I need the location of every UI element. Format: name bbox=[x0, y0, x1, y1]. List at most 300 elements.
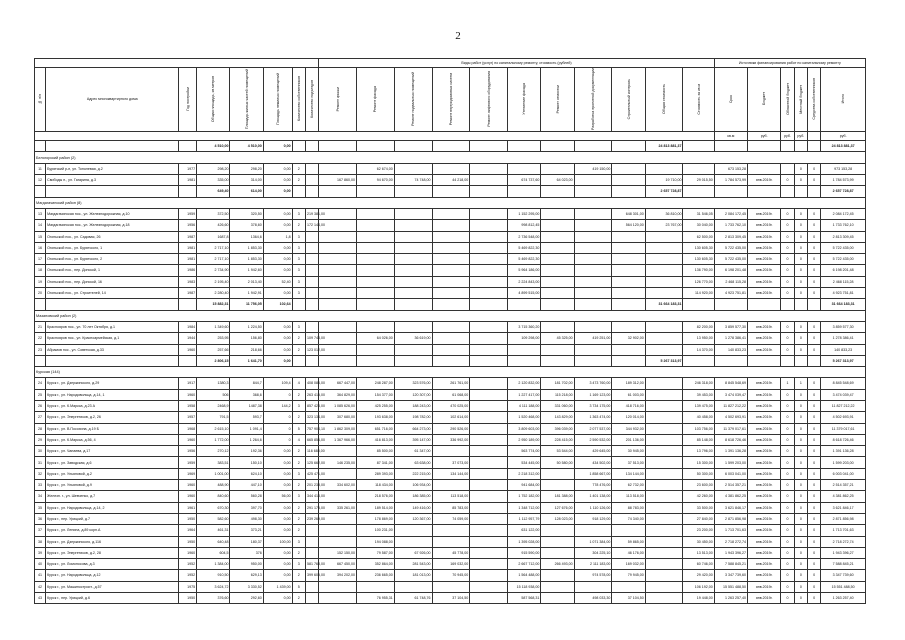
table-cell: 85 148,00 bbox=[683, 434, 714, 445]
table-cell: 631 122,00 bbox=[508, 525, 541, 536]
table-cell: 194 088,00 bbox=[357, 536, 395, 547]
table-cell: 2 657 728,87 bbox=[645, 186, 683, 197]
table-cell: 263 415,00 bbox=[305, 389, 318, 400]
address-cell: Курск г., пер. Урицкий, д.6 bbox=[46, 593, 179, 604]
address-cell: Магдагачинская пос., ул. Железнодорожная, д.10 bbox=[46, 208, 179, 219]
table-cell bbox=[357, 299, 395, 310]
table-cell: 368,6 bbox=[230, 389, 263, 400]
table-cell: 2 717,10 bbox=[197, 254, 230, 265]
table-cell: 581 768,00 bbox=[305, 559, 318, 570]
table-cell bbox=[432, 242, 470, 253]
table-row bbox=[35, 536, 866, 547]
table-cell bbox=[748, 186, 781, 197]
table-cell bbox=[541, 468, 574, 479]
table-cell: 136 790,00 bbox=[683, 265, 714, 276]
table-cell bbox=[470, 299, 508, 310]
table-cell: 1 263 257,40 bbox=[714, 593, 747, 604]
column-header bbox=[319, 68, 357, 132]
table-cell: 0 bbox=[808, 491, 821, 502]
table-row bbox=[35, 344, 866, 355]
table-cell: 29 015,50 bbox=[683, 175, 714, 186]
table-cell bbox=[470, 355, 508, 366]
column-header-label: Областной бюджет bbox=[785, 83, 790, 115]
table-cell: 0 bbox=[794, 276, 807, 287]
table-cell: 50 300,00 bbox=[683, 468, 714, 479]
subtotal-row bbox=[35, 299, 866, 310]
table-cell: 2 218 312,00 bbox=[508, 468, 541, 479]
table-cell: 3 bbox=[292, 468, 305, 479]
table-cell: 2 590 532,00 bbox=[574, 434, 612, 445]
table-cell bbox=[645, 389, 683, 400]
table-cell: 0,00 bbox=[263, 525, 292, 536]
table-cell bbox=[357, 344, 395, 355]
table-cell: янв.2019г. bbox=[748, 434, 781, 445]
section-row bbox=[35, 310, 866, 321]
table-cell: 24 813 881,37 bbox=[645, 141, 683, 152]
table-cell: 429 645,00 bbox=[574, 446, 612, 457]
table-cell: 915 590,00 bbox=[508, 547, 541, 558]
table-cell bbox=[432, 276, 470, 287]
table-cell: 0 bbox=[808, 570, 821, 581]
table-cell: 2 468 115,28 bbox=[821, 276, 866, 287]
table-cell: 76 955,31 bbox=[357, 593, 395, 604]
table-cell bbox=[470, 378, 508, 389]
table-cell: 12 bbox=[35, 175, 46, 186]
table-cell bbox=[470, 208, 508, 219]
table-cell bbox=[645, 446, 683, 457]
table-cell: 1958 bbox=[179, 400, 197, 411]
table-cell: 344 932,00 bbox=[612, 423, 645, 434]
table-cell: 447,10 bbox=[230, 480, 263, 491]
table-cell bbox=[781, 299, 794, 310]
table-cell: 56,00 bbox=[263, 491, 292, 502]
table-cell: 323 576,00 bbox=[394, 378, 432, 389]
column-header bbox=[197, 68, 230, 132]
table-cell bbox=[645, 581, 683, 592]
table-cell: 3 624,72 bbox=[197, 581, 230, 592]
table-cell bbox=[541, 254, 574, 265]
table-cell bbox=[645, 412, 683, 423]
table-cell: 37 bbox=[35, 525, 46, 536]
table-cell: 1364,6 bbox=[230, 231, 263, 242]
table-cell: 201 238,00 bbox=[305, 480, 318, 491]
table-cell bbox=[574, 208, 612, 219]
table-cell bbox=[541, 536, 574, 547]
table-cell: 0 bbox=[781, 491, 794, 502]
column-header-label: Ремонт подвальных помещений bbox=[411, 72, 416, 126]
table-cell: 62 500,00 bbox=[683, 231, 714, 242]
table-row bbox=[35, 378, 866, 389]
table-cell bbox=[394, 265, 432, 276]
column-header bbox=[432, 68, 470, 132]
table-cell: 670,30 bbox=[197, 502, 230, 513]
table-cell bbox=[574, 254, 612, 265]
table-cell bbox=[794, 299, 807, 310]
table-cell: 0 bbox=[794, 163, 807, 174]
table-cell bbox=[179, 299, 197, 310]
table-cell: 15 118 938,00 bbox=[508, 581, 541, 592]
column-header bbox=[305, 68, 318, 132]
table-cell: 1 853,30 bbox=[230, 254, 263, 265]
table-cell: 2 280,40 bbox=[197, 288, 230, 299]
table-cell: 0 bbox=[808, 344, 821, 355]
table-cell: 11 827 212,22 bbox=[714, 400, 747, 411]
table-cell bbox=[541, 242, 574, 253]
table-cell: 840,60 bbox=[197, 491, 230, 502]
table-cell: 1 152 295,00 bbox=[508, 208, 541, 219]
address-cell: Курск г., ул. В.Посохина, д.19 Б bbox=[46, 423, 179, 434]
table-cell bbox=[645, 434, 683, 445]
table-cell bbox=[470, 559, 508, 570]
table-cell bbox=[305, 276, 318, 287]
address-cell: Огоньской пос., ул. Бурятского, 2 bbox=[46, 254, 179, 265]
table-cell: 126 770,00 bbox=[683, 276, 714, 287]
table-cell: 364 829,00 bbox=[319, 389, 357, 400]
table-cell: 0 bbox=[808, 480, 821, 491]
table-cell: 4 510,00 bbox=[230, 141, 263, 152]
column-header bbox=[46, 68, 179, 132]
table-cell: 4 923 751,81 bbox=[821, 288, 866, 299]
table-cell: 6 198 201,48 bbox=[714, 265, 747, 276]
table-row bbox=[35, 163, 866, 174]
table-cell: янв.2019г. bbox=[748, 412, 781, 423]
table-cell: 281 543,00 bbox=[394, 559, 432, 570]
table-cell: 4 111 188,00 bbox=[508, 400, 541, 411]
table-cell bbox=[645, 254, 683, 265]
table-cell: 169 032,00 bbox=[612, 559, 645, 570]
address-cell: Курск г., ул. Энергетиков, д.2, 26 bbox=[46, 412, 179, 423]
table-cell: 239 269,00 bbox=[305, 513, 318, 524]
table-cell: 16 bbox=[35, 242, 46, 253]
table-cell: 19 448,00 bbox=[683, 593, 714, 604]
address-cell: Свободы п., ул. Гагарина, д.3 bbox=[46, 175, 179, 186]
table-cell: янв.2019г. bbox=[748, 480, 781, 491]
table-row bbox=[35, 276, 866, 287]
column-header-label: Итого bbox=[841, 94, 846, 104]
address-cell: Краснояров пос., ул. Красноармейская, д.1 bbox=[46, 333, 179, 344]
table-cell: 593,7 bbox=[230, 412, 263, 423]
table-cell: 1487,38 bbox=[230, 400, 263, 411]
table-cell: 2 871 856,98 bbox=[714, 513, 747, 524]
table-cell bbox=[470, 570, 508, 581]
table-cell: 85 500,00 bbox=[357, 446, 395, 457]
table-cell: 399 605,00 bbox=[305, 570, 318, 581]
table-cell: 2 468 115,28 bbox=[714, 276, 747, 287]
table-cell: 257,66 bbox=[197, 344, 230, 355]
table-cell: 1 599 203,00 bbox=[714, 457, 747, 468]
table-cell: 1987 bbox=[179, 288, 197, 299]
table-cell bbox=[574, 242, 612, 253]
table-cell: 189 312,00 bbox=[612, 378, 645, 389]
address-cell: Курск г., ул. Дзержинского, д.116 bbox=[46, 536, 179, 547]
table-cell: 1 278 386,41 bbox=[714, 333, 747, 344]
table-cell: 0,00 bbox=[263, 480, 292, 491]
table-cell: 79 945,00 bbox=[612, 570, 645, 581]
table-cell bbox=[470, 581, 508, 592]
table-cell: 7 588 845,21 bbox=[714, 559, 747, 570]
table-cell: 1 564 488,00 bbox=[508, 570, 541, 581]
table-cell bbox=[305, 321, 318, 332]
page-number: 2 bbox=[455, 30, 461, 42]
address-cell: Краснояров пос., ул. 70 лет Октября, д.1 bbox=[46, 321, 179, 332]
table-cell: янв.2019г. bbox=[748, 423, 781, 434]
table-cell bbox=[357, 321, 395, 332]
table-cell: 18 bbox=[35, 265, 46, 276]
table-cell: 140 833,23 bbox=[821, 344, 866, 355]
table-cell: 120 307,00 bbox=[394, 389, 432, 400]
table-cell: 125 662,00 bbox=[305, 457, 318, 468]
table-cell: 0 bbox=[808, 593, 821, 604]
address-cell: Огоньской пос., пер. Донской, 16 bbox=[46, 276, 179, 287]
section-label: Курская (144) bbox=[35, 367, 866, 378]
table-cell bbox=[541, 593, 574, 604]
table-cell: 0 bbox=[808, 400, 821, 411]
table-cell: 2 bbox=[292, 412, 305, 423]
subtotal-row bbox=[35, 141, 866, 152]
unit-rub-3: руб. bbox=[794, 132, 807, 141]
table-cell bbox=[470, 457, 508, 468]
table-row bbox=[35, 581, 866, 592]
table-cell: 11 827 212,22 bbox=[821, 400, 866, 411]
table-cell: 1956 bbox=[179, 446, 197, 457]
table-cell bbox=[319, 525, 357, 536]
table-cell: 120 014,00 bbox=[612, 412, 645, 423]
table-cell bbox=[612, 265, 645, 276]
table-cell: 563 774,00 bbox=[508, 446, 541, 457]
table-cell: 13 950,00 bbox=[683, 333, 714, 344]
table-cell: 13 513,00 bbox=[683, 547, 714, 558]
table-cell bbox=[541, 525, 574, 536]
table-cell: 228 415,00 bbox=[541, 434, 574, 445]
table-cell: 74 748,00 bbox=[394, 175, 432, 186]
table-cell: 2 736 548,00 bbox=[508, 231, 541, 242]
table-cell: 564 120,00 bbox=[612, 220, 645, 231]
address-cell: Железн. г., ул. Шевченко, д.7 bbox=[46, 491, 179, 502]
table-cell: 150,10 bbox=[230, 457, 263, 468]
table-cell: 0 bbox=[808, 378, 821, 389]
table-cell: 36 bbox=[35, 513, 46, 524]
table-cell: 0 bbox=[808, 242, 821, 253]
table-cell bbox=[574, 581, 612, 592]
table-cell bbox=[394, 254, 432, 265]
table-cell bbox=[645, 231, 683, 242]
table-cell: 0 bbox=[794, 231, 807, 242]
table-cell: 24 bbox=[35, 378, 46, 389]
table-cell: 149 416,00 bbox=[394, 502, 432, 513]
table-cell bbox=[292, 141, 305, 152]
table-cell bbox=[432, 220, 470, 231]
table-row bbox=[35, 513, 866, 524]
table-cell: 560,28 bbox=[230, 491, 263, 502]
table-cell: 0 bbox=[794, 412, 807, 423]
table-cell: 0 bbox=[794, 536, 807, 547]
table-cell: 651 716,00 bbox=[357, 423, 395, 434]
table-cell: 488,90 bbox=[197, 480, 230, 491]
table-cell: 2 657 728,87 bbox=[821, 186, 866, 197]
table-cell: 1 085 626,00 bbox=[319, 400, 357, 411]
table-cell: 1687,8 bbox=[197, 231, 230, 242]
table-cell bbox=[541, 220, 574, 231]
table-cell: 673 153,28 bbox=[714, 163, 747, 174]
table-cell bbox=[645, 265, 683, 276]
table-cell: 11 756,05 bbox=[230, 299, 263, 310]
table-cell: 1944 bbox=[179, 333, 197, 344]
table-cell: 298,20 bbox=[197, 163, 230, 174]
table-cell: 2 bbox=[292, 502, 305, 513]
table-cell bbox=[432, 254, 470, 265]
table-cell bbox=[683, 141, 714, 152]
table-cell: 1 713 701,63 bbox=[714, 525, 747, 536]
table-cell: 0 bbox=[781, 525, 794, 536]
table-cell: 188 243,00 bbox=[394, 400, 432, 411]
table-cell bbox=[319, 593, 357, 604]
table-cell: 0 bbox=[781, 480, 794, 491]
table-cell: 1 bbox=[781, 378, 794, 389]
table-cell: 0 bbox=[808, 525, 821, 536]
table-cell: 0,00 bbox=[263, 333, 292, 344]
table-cell: 15 551 488,50 bbox=[821, 581, 866, 592]
table-cell: 106 192,00 bbox=[683, 581, 714, 592]
table-cell: 74 059,00 bbox=[432, 513, 470, 524]
table-cell: 3 347 739,60 bbox=[821, 570, 866, 581]
table-cell: 0,00 bbox=[263, 513, 292, 524]
table-cell: 0 bbox=[794, 570, 807, 581]
table-cell: 45 778,00 bbox=[432, 547, 470, 558]
table-cell: 587 568,31 bbox=[508, 593, 541, 604]
table-cell bbox=[612, 175, 645, 186]
table-cell: 0 bbox=[808, 547, 821, 558]
table-cell: 15 882,31 bbox=[197, 299, 230, 310]
table-row bbox=[35, 175, 866, 186]
table-cell: 0 bbox=[794, 400, 807, 411]
table-cell bbox=[541, 581, 574, 592]
column-header-label: Ремонт лифтового оборудования bbox=[486, 71, 491, 127]
table-cell: янв.2019г. bbox=[748, 265, 781, 276]
table-cell: 0 bbox=[808, 220, 821, 231]
column-header-label: Адрес многоквартирного дома bbox=[86, 97, 138, 102]
address-cell: Огоньской пос., ул. Бурятского, 1 bbox=[46, 242, 179, 253]
table-cell bbox=[781, 355, 794, 366]
table-cell: 0,00 bbox=[263, 457, 292, 468]
table-cell bbox=[319, 242, 357, 253]
column-header-label: Год постройки bbox=[185, 87, 190, 111]
table-cell bbox=[319, 355, 357, 366]
table-cell: 0 bbox=[794, 333, 807, 344]
table-cell: 109 298,00 bbox=[508, 333, 541, 344]
table-cell: 0 bbox=[781, 434, 794, 445]
table-cell: 2 514 357,21 bbox=[821, 480, 866, 491]
table-cell: 63 638,00 bbox=[394, 457, 432, 468]
table-cell: 0 bbox=[808, 446, 821, 457]
table-cell: 383,51 bbox=[197, 457, 230, 468]
table-row bbox=[35, 480, 866, 491]
column-header-label: Разработка проектной документации bbox=[591, 68, 596, 130]
table-cell: 2 224 843,00 bbox=[508, 276, 541, 287]
table-cell: 193 638,00 bbox=[357, 412, 395, 423]
table-cell bbox=[645, 513, 683, 524]
table-cell: 1950 bbox=[179, 593, 197, 604]
table-cell: 1950 bbox=[179, 513, 197, 524]
table-cell: 3 bbox=[292, 491, 305, 502]
address-cell bbox=[46, 141, 179, 152]
table-row bbox=[35, 570, 866, 581]
table-cell bbox=[394, 242, 432, 253]
table-row bbox=[35, 321, 866, 332]
table-cell: 62 732,00 bbox=[612, 480, 645, 491]
column-header bbox=[574, 68, 612, 132]
table-cell: 4 381 862,25 bbox=[714, 491, 747, 502]
column-header bbox=[541, 68, 574, 132]
table-cell: 2 bbox=[292, 480, 305, 491]
header-units-row bbox=[35, 132, 866, 141]
table-row bbox=[35, 547, 866, 558]
table-cell: 192,36 bbox=[230, 446, 263, 457]
table-cell: 857 423,00 bbox=[305, 400, 318, 411]
table-cell: 0 bbox=[781, 593, 794, 604]
table-cell: 2468,9 bbox=[197, 400, 230, 411]
column-header-label: № п/п bbox=[38, 94, 43, 104]
table-cell: 2 717,10 bbox=[197, 242, 230, 253]
table-cell: 26 bbox=[35, 400, 46, 411]
table-cell: 425 471,00 bbox=[305, 468, 318, 479]
table-cell: 0 bbox=[263, 389, 292, 400]
table-cell: 3 bbox=[292, 254, 305, 265]
table-cell: 189 514,00 bbox=[357, 502, 395, 513]
table-cell: 62 674,00 bbox=[357, 163, 395, 174]
table-cell bbox=[645, 570, 683, 581]
table-cell: 31 bbox=[35, 457, 46, 468]
table-cell bbox=[319, 163, 357, 174]
table-cell: 0,00 bbox=[263, 559, 292, 570]
table-cell: 0 bbox=[781, 208, 794, 219]
table-cell: 470 025,00 bbox=[432, 400, 470, 411]
table-cell: 1 091,4 bbox=[230, 423, 263, 434]
table-cell: 39 bbox=[35, 547, 46, 558]
table-cell: 40 458,00 bbox=[683, 412, 714, 423]
table-cell: 74 340,00 bbox=[612, 513, 645, 524]
address-cell: Курск г., ул. Дзержинского, д.29 bbox=[46, 378, 179, 389]
table-cell: 0 bbox=[781, 502, 794, 513]
table-cell: 290 526,00 bbox=[432, 423, 470, 434]
table-cell bbox=[357, 231, 395, 242]
table-cell bbox=[541, 231, 574, 242]
table-cell: янв.2019г. bbox=[748, 254, 781, 265]
table-cell: 0 bbox=[808, 208, 821, 219]
table-cell: 3 bbox=[292, 559, 305, 570]
table-cell: 3 bbox=[292, 265, 305, 276]
table-cell bbox=[432, 299, 470, 310]
table-cell: 5 bbox=[292, 423, 305, 434]
table-cell: 648 301,00 bbox=[612, 208, 645, 219]
table-cell: 0 bbox=[781, 457, 794, 468]
table-cell bbox=[394, 220, 432, 231]
table-cell: 118 434,00 bbox=[357, 480, 395, 491]
subtotal-row bbox=[35, 186, 866, 197]
table-cell bbox=[541, 547, 574, 558]
column-header bbox=[508, 68, 541, 132]
table-cell bbox=[432, 208, 470, 219]
table-cell: янв.2019г. bbox=[748, 513, 781, 524]
table-cell: 130 605,30 bbox=[683, 242, 714, 253]
table-cell bbox=[714, 141, 747, 152]
table-cell: 40 bbox=[35, 559, 46, 570]
address-cell: Курск г., ул. Народовольца, д.14, 2 bbox=[46, 502, 179, 513]
table-row bbox=[35, 457, 866, 468]
table-cell bbox=[394, 186, 432, 197]
section-label: Магдагачинский район (8) bbox=[35, 197, 866, 208]
column-header-label: Ремонт крыши bbox=[335, 86, 340, 112]
table-cell: 0 bbox=[781, 559, 794, 570]
